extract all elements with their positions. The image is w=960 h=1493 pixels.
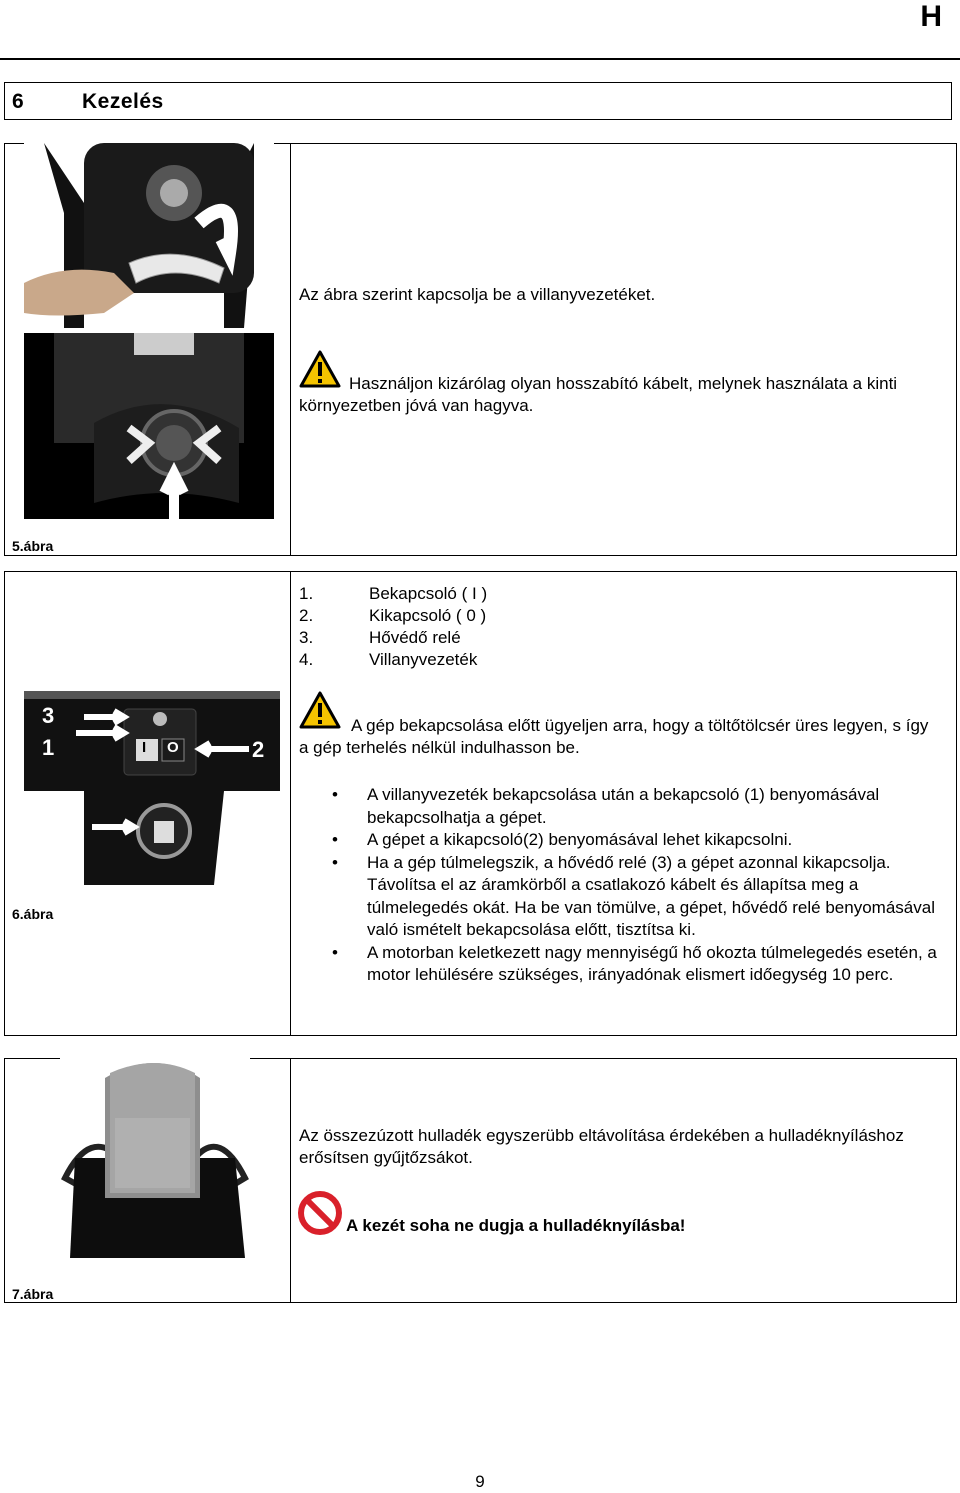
callout-1: 1 bbox=[42, 735, 55, 760]
list-item: 4. Villanyvezeték bbox=[299, 650, 478, 669]
list-item: • A gépet a kikapcsoló(2) benyomásával lehet kikapcsolni. bbox=[299, 829, 949, 852]
switch-off-symbol: O bbox=[167, 739, 179, 756]
fig5-instruction: Az ábra szerint kapcsolja be a villanyvezetéket. bbox=[299, 285, 656, 304]
fig7-instruction: Az összezúzott hulladék egyszerübb eltávolítása érdekében a hulladéknyíláshoz erősítsen gyűjtőzsákot. bbox=[299, 1126, 904, 1167]
callout-4: 4 bbox=[70, 815, 83, 840]
fig7-prohibition-text: A kezét soha ne dugja a hulladéknyílásba! bbox=[346, 1216, 686, 1235]
fig6-divider bbox=[290, 571, 291, 1036]
fig5-photo-socket bbox=[24, 333, 274, 519]
fig6-label: 6.ábra bbox=[12, 906, 54, 922]
prohibition-icon bbox=[297, 1190, 343, 1236]
fig5-divider bbox=[290, 143, 291, 556]
callout-2: 2 bbox=[252, 737, 265, 762]
list-item: 3. Hővédő relé bbox=[299, 628, 461, 647]
fig7-label: 7.ábra bbox=[12, 1286, 54, 1302]
page-number: 9 bbox=[475, 1472, 485, 1491]
switch-on-symbol: I bbox=[142, 739, 147, 756]
list-item: 1. Bekapcsoló ( I ) bbox=[299, 584, 488, 603]
list-item: • A villanyvezeték bekapcsolása után a bekapcsoló (1) benyomásával bekapcsolhatja a gépet. bbox=[299, 784, 949, 829]
language-marker: H bbox=[920, 0, 942, 33]
section-number: 6 bbox=[12, 90, 24, 113]
fig7-divider bbox=[290, 1058, 291, 1303]
header-rule bbox=[0, 58, 960, 60]
callout-3: 3 bbox=[42, 703, 55, 728]
list-item: • Ha a gép túlmelegszik, a hővédő relé (3) a gépet azonnal kikapcsolja. Távolítsa el az áramkörből a csatlakozó kábelt és állapítsa meg a túlmelegedés okát. Ha be van tömülve, a gépet, hővédő relé benyomásával való ismételt bekapcsolása előtt, tisztítsa ki. bbox=[299, 852, 949, 942]
list-item: 2. Kikapcsoló ( 0 ) bbox=[299, 606, 487, 625]
section-title: Kezelés bbox=[82, 90, 164, 113]
fig6-photo-switch-panel bbox=[24, 691, 280, 885]
fig5-warning-text: Használjon kizárólag olyan hosszabító kábelt, melynek használata a kinti környezetben jóvá van hagyva. bbox=[299, 374, 898, 415]
fig7-photo-collection-bag bbox=[60, 1058, 250, 1258]
operation-bullets bbox=[299, 784, 949, 987]
component-list bbox=[299, 583, 487, 671]
list-item: • A motorban keletkezett nagy mennyiségű hő okozta túlmelegedés esetén, a motor lehülésére szükséges, irányadónak elismert időegység 10 perc. bbox=[299, 942, 949, 987]
fig5-label: 5.ábra bbox=[12, 538, 54, 554]
fig6-warning-text: A gép bekapcsolása előtt ügyeljen arra, hogy a töltőtölcsér üres legyen, s így a gép terhelés nélkül indulhasson be. bbox=[299, 716, 929, 757]
fig5-photo-plug bbox=[24, 143, 274, 328]
